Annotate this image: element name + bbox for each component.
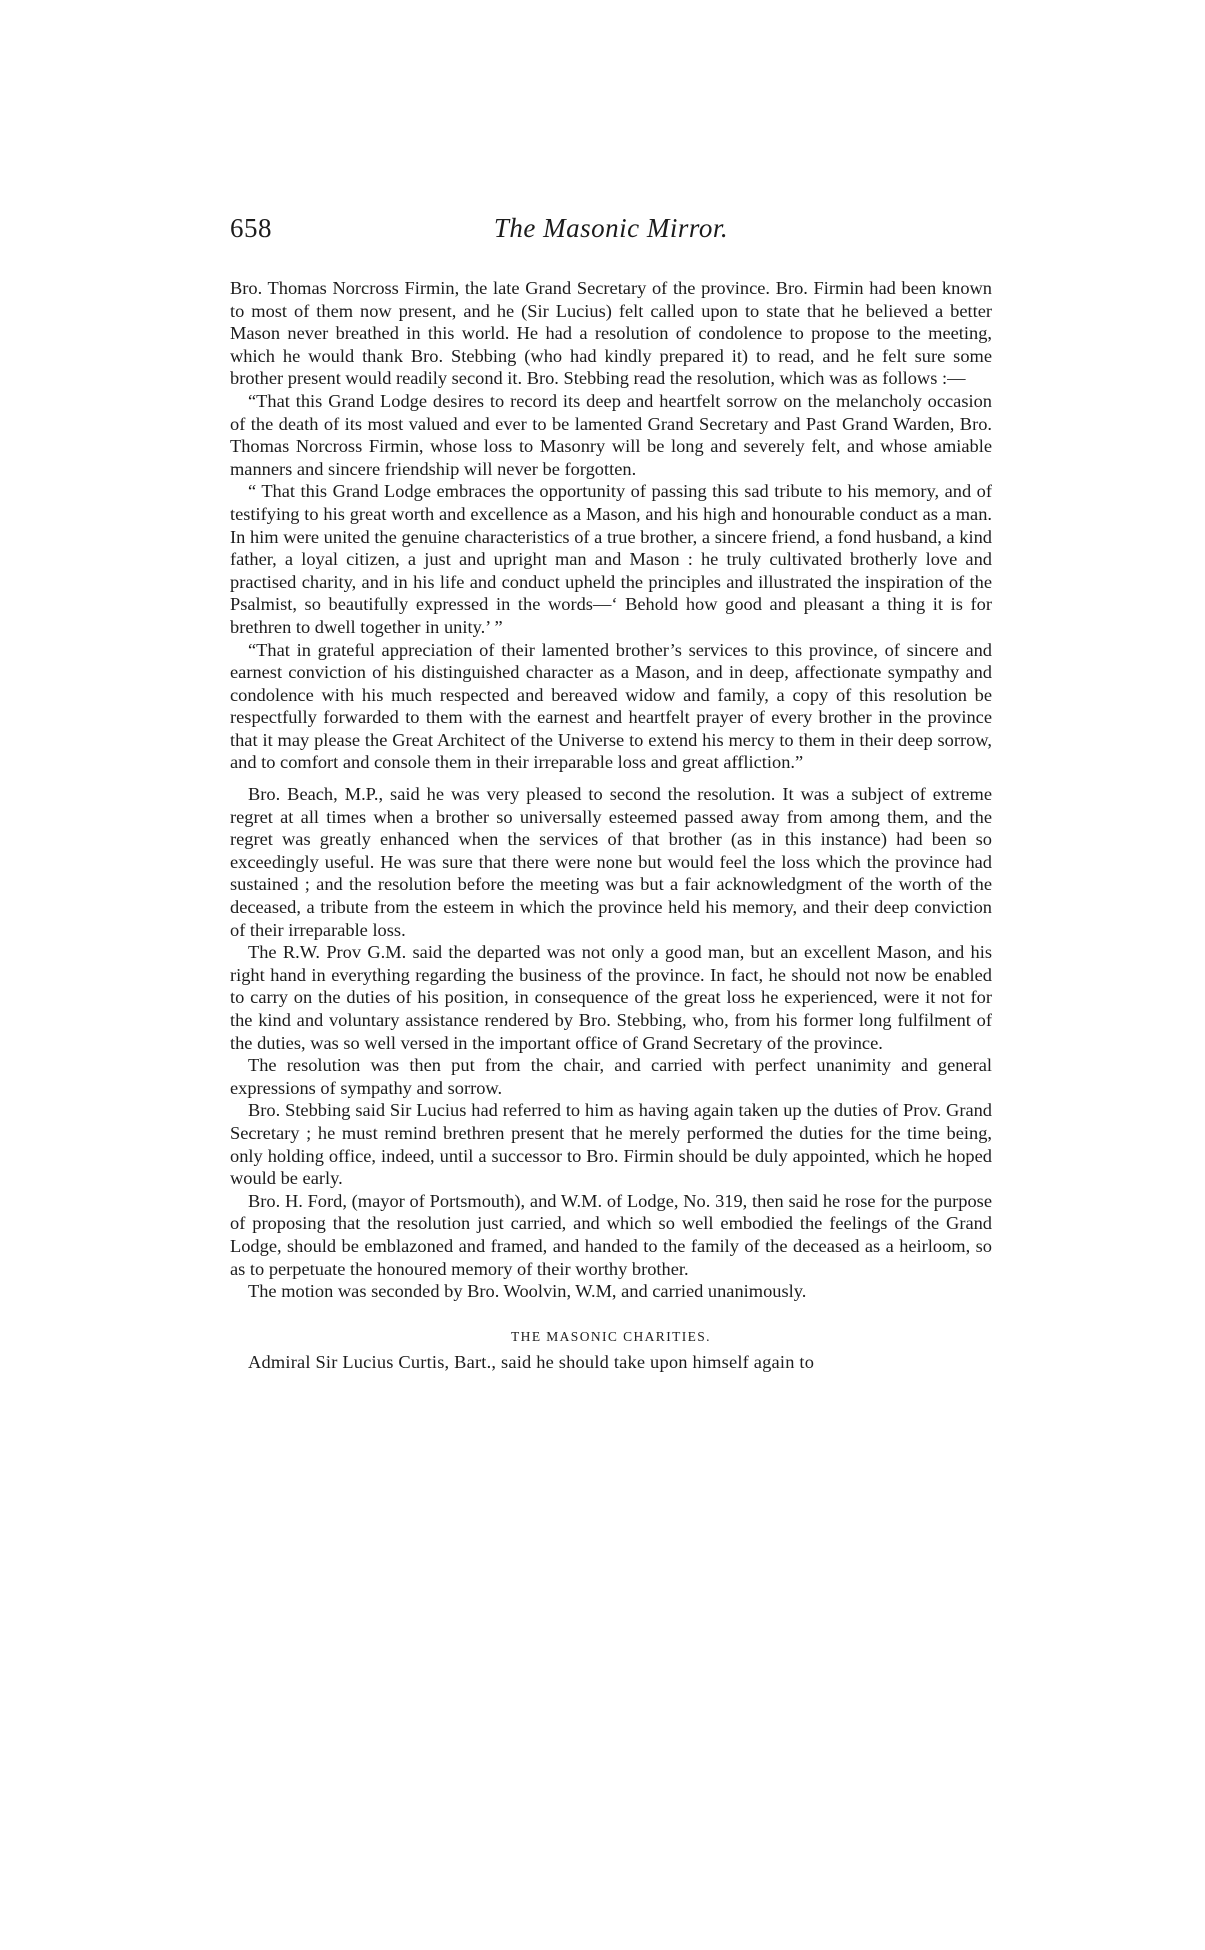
paragraph: The R.W. Prov G.M. said the departed was not only a good man, but an excellent Mason, and his right hand in everything regarding the business of the province. In fact, he should not now be enabled to carry on the duties of his position, in consequence of the great loss he experienced, were it not for the kind and voluntary assistance rendered by Bro. Stebbing, who, from his former long fulfilment of the duties, was so well versed in the important office of Grand Secretary of the province.	[230, 942, 992, 1053]
article-body	[230, 277, 992, 1373]
paragraph: The resolution was then put from the chair, and carried with perfect unanimity and general expressions of sympathy and sorrow.	[230, 1055, 992, 1098]
page-header	[230, 213, 992, 257]
paragraph: Bro. H. Ford, (mayor of Portsmouth), and W.M. of Lodge, No. 319, then said he rose for the purpose of proposing that the resolution just carried, and which so well embodied the feelings of the Grand Lodge, should be emblazoned and framed, and handed to the family of the deceased as a heirloom, so as to perpetuate the honoured memory of their worthy brother.	[230, 1190, 992, 1279]
paragraph: Bro. Beach, M.P., said he was very pleased to second the resolution. It was a subject of extreme regret at all times when a brother so universally esteemed passed away from among them, and the regret was greatly enhanced when the services of that brother (as in this instance) had been so exceedingly useful. He was sure that there were none but would feel the loss which the province had sustained ; and the resolution before the meeting was but a fair acknowledgment of the worth of the deceased, a tribute from the esteem in which the province held his memory, and their deep conviction of their irreparable loss.	[230, 784, 992, 940]
page-number: 658	[230, 213, 272, 243]
section-heading: THE MASONIC CHARITIES.	[511, 1328, 711, 1344]
running-title: The Masonic Mirror.	[493, 213, 729, 243]
paragraph: The motion was seconded by Bro. Woolvin, W.M, and carried unanimously.	[248, 1281, 807, 1302]
paragraph: Bro. Thomas Norcross Firmin, the late Grand Secretary of the province. Bro. Firmin had been known to most of them now present, and he (Sir Lucius) felt called upon to state that he believed a better Mason never breathed in this world. He had a resolution of condolence to propose to the meeting, which he would thank Bro. Stebbing (who had kindly prepared it) to read, and he felt sure some brother present would readily second it. Bro. Stebbing read the resolution, which was as follows :—	[230, 278, 992, 389]
paragraph: Bro. Stebbing said Sir Lucius had referred to him as having again taken up the duties of Prov. Grand Secretary ; he must remind brethren present that he merely performed the duties for the time being, only holding office, indeed, until a successor to Bro. Firmin should be duly appointed, which he hoped would be early.	[230, 1100, 992, 1189]
resolution-paragraph: “That this Grand Lodge desires to record its deep and heartfelt sorrow on the melancholy occasion of the death of its most valued and ever to be lamented Grand Secretary and Past Grand Warden, Bro. Thomas Norcross Firmin, whose loss to Masonry will be long and severely felt, and whose amiable manners and sincere friendship will never be forgotten.	[230, 390, 992, 479]
page	[230, 213, 992, 1373]
resolution-paragraph: “That in grateful appreciation of their lamented brother’s services to this province, of sincere and earnest conviction of his distinguished character as a Mason, and in deep, affectionate sympathy and condolence with his much respected and bereaved widow and family, a copy of this resolution be respectfully forwarded to them with the earnest and heartfelt prayer of every brother in the province that it may please the Great Architect of the Universe to extend his mercy to them in their deep sorrow, and to comfort and console them in their irreparable loss and great affliction.”	[230, 639, 992, 773]
resolution-paragraph: “ That this Grand Lodge embraces the opportunity of passing this sad tribute to his memory, and of testifying to his great worth and excellence as a Mason, and his high and honourable conduct as a man. In him were united the genuine characteristics of a true brother, a sincere friend, a fond husband, a kind father, a loyal citizen, a just and upright man and Mason : he truly cultivated brotherly love and practised charity, and in his life and conduct upheld the principles and illustrated the inspiration of the Psalmist, so beautifully expressed in the words—‘ Behold how good and pleasant a thing it is for brethren to dwell together in unity.’ ”	[230, 481, 992, 637]
closing-line: Admiral Sir Lucius Curtis, Bart., said he should take upon himself again to	[248, 1351, 815, 1372]
